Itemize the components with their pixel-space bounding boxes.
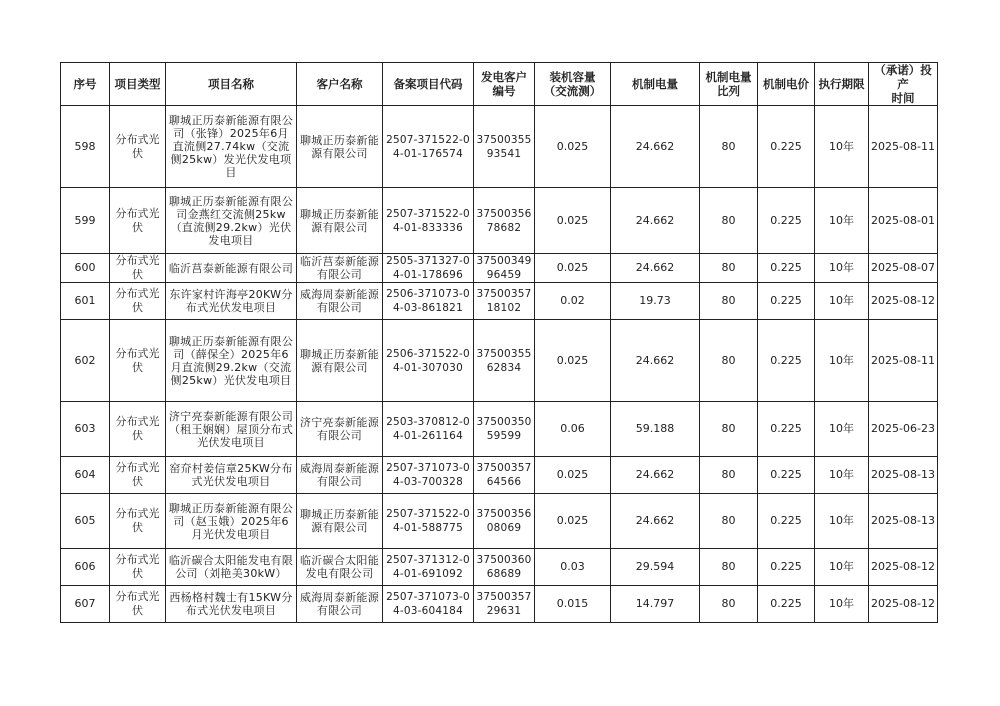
customer-name-cell: 聊城正历泰新能源有限公司 — [297, 494, 383, 549]
column-header: 客户名称 — [297, 63, 383, 106]
energy-ratio-cell: 80 — [700, 586, 758, 623]
customer-name-cell: 济宁亮泰新能源有限公司 — [297, 402, 383, 457]
mechanism-price-cell: 0.225 — [758, 549, 815, 586]
column-header: （承诺）投产 时间 — [869, 63, 938, 106]
table-row — [61, 549, 938, 586]
filing-code-cell: 2507-371073-04-03-700328 — [383, 457, 474, 494]
commissioning-date-cell: 2025-08-12 — [869, 283, 938, 320]
row-number: 599 — [61, 188, 110, 254]
table-row — [61, 402, 938, 457]
filing-code-cell: 2507-371312-04-01-691092 — [383, 549, 474, 586]
filing-code-cell: 2503-370812-04-01-261164 — [383, 402, 474, 457]
table-row — [61, 188, 938, 254]
filing-code-cell: 2507-371522-04-01-833336 — [383, 188, 474, 254]
mechanism-energy-cell: 24.662 — [611, 188, 700, 254]
project-name-cell: 聊城正历泰新能源有限公司（张锋）2025年6月直流侧27.74kw（交流侧25kw）发光伏发电项目 — [166, 106, 297, 188]
execution-term-cell: 10年 — [815, 283, 869, 320]
execution-term-cell: 10年 — [815, 549, 869, 586]
row-number: 606 — [61, 549, 110, 586]
customer-account-cell: 3750035059599 — [474, 402, 535, 457]
execution-term-cell: 10年 — [815, 402, 869, 457]
table-row — [61, 494, 938, 549]
commissioning-date-cell: 2025-08-01 — [869, 188, 938, 254]
mechanism-price-cell: 0.225 — [758, 188, 815, 254]
table-header — [61, 63, 938, 106]
capacity-cell: 0.03 — [535, 549, 611, 586]
mechanism-price-cell: 0.225 — [758, 586, 815, 623]
mechanism-price-cell: 0.225 — [758, 320, 815, 402]
customer-account-cell: 3750035678682 — [474, 188, 535, 254]
capacity-cell: 0.015 — [535, 586, 611, 623]
mechanism-energy-cell: 24.662 — [611, 254, 700, 283]
execution-term-cell: 10年 — [815, 586, 869, 623]
project-name-cell: 临沂碳合太阳能发电有限公司（刘艳美30kW） — [166, 549, 297, 586]
project-name-cell: 聊城正历泰新能源有限公司（赵玉娥）2025年6月光伏发电项目 — [166, 494, 297, 549]
customer-account-cell: 3750034996459 — [474, 254, 535, 283]
customer-account-cell: 3750035562834 — [474, 320, 535, 402]
column-header: 执行期限 — [815, 63, 869, 106]
customer-account-cell: 3750035718102 — [474, 283, 535, 320]
project-type-cell: 分布式光伏 — [110, 402, 166, 457]
mechanism-price-cell: 0.225 — [758, 254, 815, 283]
execution-term-cell: 10年 — [815, 320, 869, 402]
commissioning-date-cell: 2025-08-11 — [869, 106, 938, 188]
filing-code-cell: 2507-371522-04-01-176574 — [383, 106, 474, 188]
table-row — [61, 254, 938, 283]
customer-name-cell: 威海周泰新能源有限公司 — [297, 457, 383, 494]
capacity-cell: 0.025 — [535, 457, 611, 494]
project-table — [60, 62, 938, 623]
row-number: 602 — [61, 320, 110, 402]
capacity-cell: 0.025 — [535, 320, 611, 402]
table-row — [61, 457, 938, 494]
capacity-cell: 0.025 — [535, 494, 611, 549]
column-header: 机制电量 比列 — [700, 63, 758, 106]
filing-code-cell: 2505-371327-04-01-178696 — [383, 254, 474, 283]
project-name-cell: 西杨格村魏士有15KW分布式光伏发电项目 — [166, 586, 297, 623]
commissioning-date-cell: 2025-08-13 — [869, 457, 938, 494]
mechanism-energy-cell: 24.662 — [611, 457, 700, 494]
row-number: 598 — [61, 106, 110, 188]
row-number: 605 — [61, 494, 110, 549]
energy-ratio-cell: 80 — [700, 283, 758, 320]
row-number: 601 — [61, 283, 110, 320]
project-type-cell: 分布式光伏 — [110, 586, 166, 623]
project-type-cell: 分布式光伏 — [110, 254, 166, 283]
project-name-cell: 济宁亮泰新能源有限公司（租王娴娴）屋顶分布式光伏发电项目 — [166, 402, 297, 457]
project-name-cell: 窑夼村姜信章25KW分布式光伏发电项目 — [166, 457, 297, 494]
filing-code-cell: 2506-371073-04-03-861821 — [383, 283, 474, 320]
energy-ratio-cell: 80 — [700, 402, 758, 457]
customer-name-cell: 聊城正历泰新能源有限公司 — [297, 106, 383, 188]
column-header: 备案项目代码 — [383, 63, 474, 106]
execution-term-cell: 10年 — [815, 188, 869, 254]
execution-term-cell: 10年 — [815, 254, 869, 283]
filing-code-cell: 2507-371522-04-01-588775 — [383, 494, 474, 549]
commissioning-date-cell: 2025-08-13 — [869, 494, 938, 549]
mechanism-energy-cell: 14.797 — [611, 586, 700, 623]
commissioning-date-cell: 2025-08-07 — [869, 254, 938, 283]
row-number: 607 — [61, 586, 110, 623]
capacity-cell: 0.02 — [535, 283, 611, 320]
column-header: 机制电价 — [758, 63, 815, 106]
project-type-cell: 分布式光伏 — [110, 283, 166, 320]
customer-account-cell: 3750036068689 — [474, 549, 535, 586]
customer-name-cell: 临沂碳合太阳能发电有限公司 — [297, 549, 383, 586]
mechanism-energy-cell: 24.662 — [611, 494, 700, 549]
energy-ratio-cell: 80 — [700, 457, 758, 494]
filing-code-cell: 2506-371522-04-01-307030 — [383, 320, 474, 402]
column-header: 发电客户 编号 — [474, 63, 535, 106]
commissioning-date-cell: 2025-08-12 — [869, 586, 938, 623]
energy-ratio-cell: 80 — [700, 320, 758, 402]
project-type-cell: 分布式光伏 — [110, 457, 166, 494]
column-header: 装机容量 （交流测） — [535, 63, 611, 106]
column-header: 项目类型 — [110, 63, 166, 106]
mechanism-energy-cell: 24.662 — [611, 106, 700, 188]
capacity-cell: 0.025 — [535, 188, 611, 254]
project-type-cell: 分布式光伏 — [110, 188, 166, 254]
column-header: 序号 — [61, 63, 110, 106]
table-row — [61, 320, 938, 402]
mechanism-price-cell: 0.225 — [758, 402, 815, 457]
project-type-cell: 分布式光伏 — [110, 494, 166, 549]
column-header: 机制电量 — [611, 63, 700, 106]
energy-ratio-cell: 80 — [700, 106, 758, 188]
table-row — [61, 106, 938, 188]
energy-ratio-cell: 80 — [700, 188, 758, 254]
mechanism-energy-cell: 19.73 — [611, 283, 700, 320]
project-type-cell: 分布式光伏 — [110, 320, 166, 402]
customer-name-cell: 威海周泰新能源有限公司 — [297, 283, 383, 320]
customer-account-cell: 3750035593541 — [474, 106, 535, 188]
mechanism-price-cell: 0.225 — [758, 283, 815, 320]
filing-code-cell: 2507-371073-04-03-604184 — [383, 586, 474, 623]
commissioning-date-cell: 2025-06-23 — [869, 402, 938, 457]
execution-term-cell: 10年 — [815, 457, 869, 494]
capacity-cell: 0.06 — [535, 402, 611, 457]
mechanism-price-cell: 0.225 — [758, 494, 815, 549]
customer-account-cell: 3750035729631 — [474, 586, 535, 623]
energy-ratio-cell: 80 — [700, 254, 758, 283]
mechanism-energy-cell: 29.594 — [611, 549, 700, 586]
customer-name-cell: 威海周泰新能源有限公司 — [297, 586, 383, 623]
mechanism-energy-cell: 59.188 — [611, 402, 700, 457]
header-row — [61, 63, 938, 106]
project-type-cell: 分布式光伏 — [110, 106, 166, 188]
customer-name-cell: 临沂莒泰新能源有限公司 — [297, 254, 383, 283]
commissioning-date-cell: 2025-08-12 — [869, 549, 938, 586]
energy-ratio-cell: 80 — [700, 494, 758, 549]
capacity-cell: 0.025 — [535, 254, 611, 283]
column-header: 项目名称 — [166, 63, 297, 106]
project-name-cell: 聊城正历泰新能源有限公司（薛保全）2025年6月直流侧29.2kw（交流侧25kw）光伏发电项目 — [166, 320, 297, 402]
mechanism-price-cell: 0.225 — [758, 106, 815, 188]
project-name-cell: 临沂莒泰新能源有限公司 — [166, 254, 297, 283]
row-number: 600 — [61, 254, 110, 283]
document-page — [60, 62, 938, 623]
project-name-cell: 东许家村许海亭20KW分布式光伏发电项目 — [166, 283, 297, 320]
table-row — [61, 586, 938, 623]
customer-name-cell: 聊城正历泰新能源有限公司 — [297, 188, 383, 254]
table-body — [61, 106, 938, 623]
energy-ratio-cell: 80 — [700, 549, 758, 586]
execution-term-cell: 10年 — [815, 106, 869, 188]
customer-account-cell: 3750035608069 — [474, 494, 535, 549]
project-name-cell: 聊城正历泰新能源有限公司金燕红交流侧25kw（直流侧29.2kw）光伏发电项目 — [166, 188, 297, 254]
commissioning-date-cell: 2025-08-11 — [869, 320, 938, 402]
execution-term-cell: 10年 — [815, 494, 869, 549]
customer-account-cell: 3750035764566 — [474, 457, 535, 494]
mechanism-energy-cell: 24.662 — [611, 320, 700, 402]
row-number: 604 — [61, 457, 110, 494]
customer-name-cell: 聊城正历泰新能源有限公司 — [297, 320, 383, 402]
table-row — [61, 283, 938, 320]
capacity-cell: 0.025 — [535, 106, 611, 188]
mechanism-price-cell: 0.225 — [758, 457, 815, 494]
row-number: 603 — [61, 402, 110, 457]
project-type-cell: 分布式光伏 — [110, 549, 166, 586]
